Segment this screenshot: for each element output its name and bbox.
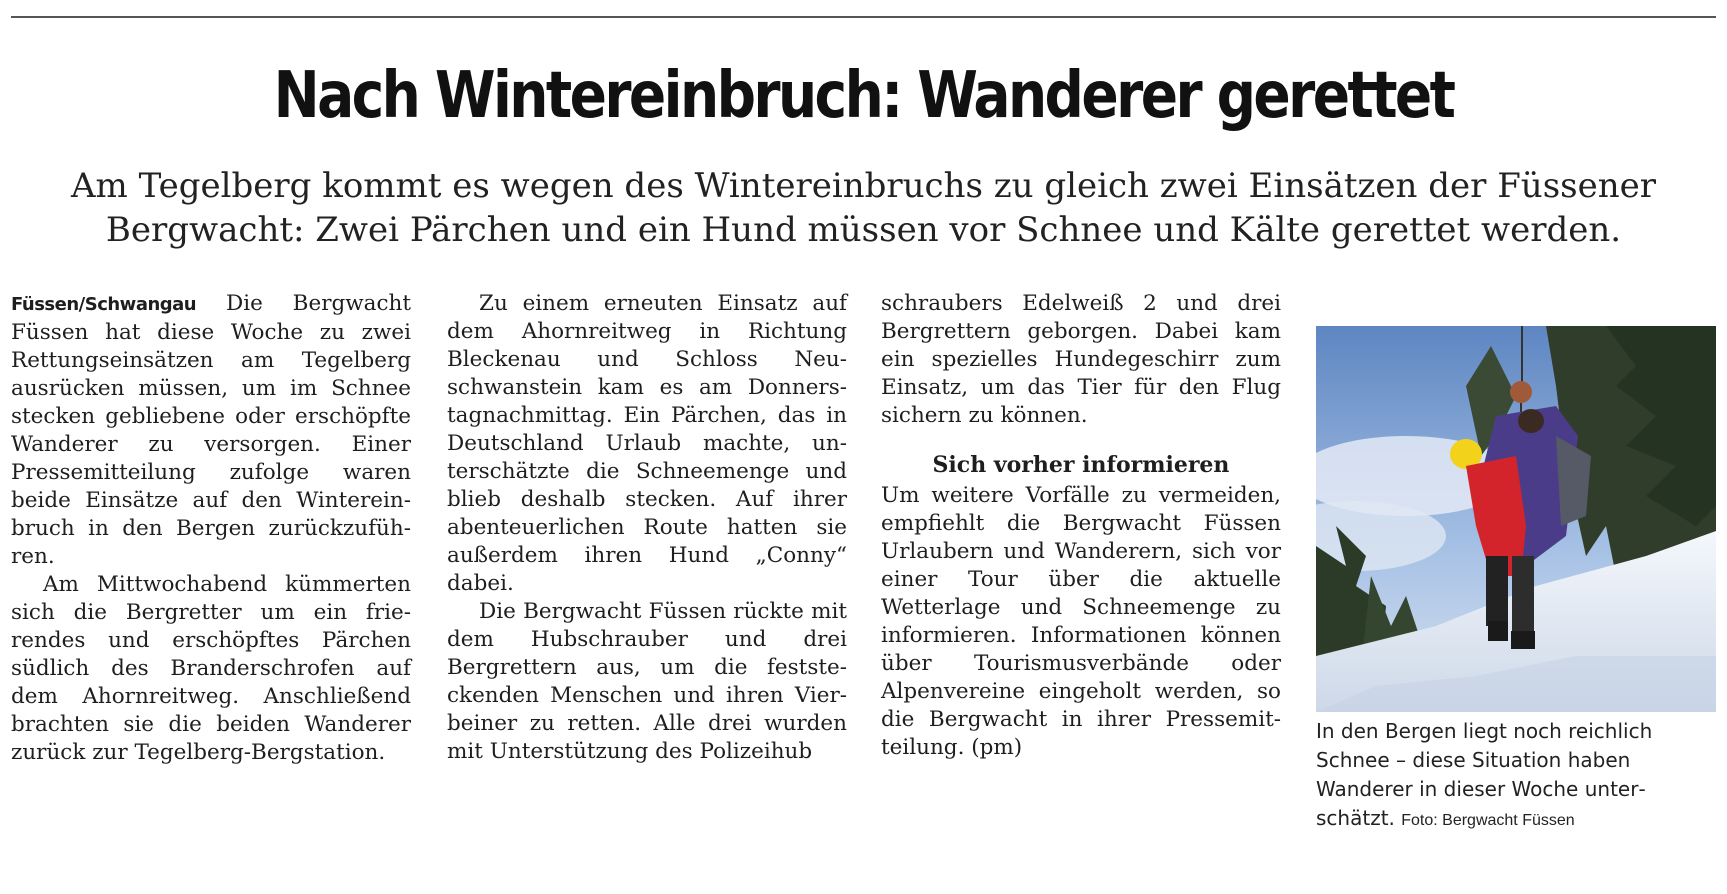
paragraph: Um weitere Vorfälle zu vermeiden, empfiehlt die Bergwacht Füssen Urlaubern und Wanderern, sich vor einer Tour über die aktuelle Wetterlage und Schneemenge zu informieren. Informationen können über Tourismusverbände oder Alpenvereine eingeholt werden, so die Bergwacht in ihrer Pressemitteilung. (pm)	[881, 483, 1281, 760]
headline: Nach Wintereinbruch: Wanderer gerettet	[273, 59, 1454, 133]
rescue-photo	[1316, 326, 1716, 712]
column-3	[881, 290, 1281, 762]
photo-caption	[1316, 717, 1716, 835]
paragraph: Die Bergwacht Füssen rückte mit dem Hubschrauber und drei Bergrettern aus, um die feststeckenden Menschen und ihren Vierbeiner zu retten. Alle drei wurden mit Unterstützung des Polizeihub	[447, 599, 847, 764]
paragraph-text: Die Bergwacht Füssen hat diese Woche zu zwei Rettungseinsätzen am Tegelberg ausrücken müssen, um im Schnee stecken gebliebene oder erschöpfte Wanderer zu versorgen. Einer Pressemitteilung zufolge waren beide Einsätze auf den Wintereinbruch in den Bergen zurückzuführen.	[11, 291, 411, 569]
section-subheading: Sich vorher informieren	[932, 452, 1230, 478]
paragraph: schraubers Edelweiß 2 und drei Bergrettern geborgen. Dabei kam ein spezielles Hundegeschirr zum Einsatz, um das Tier für den Flug sichern zu können.	[881, 291, 1281, 428]
paragraph: Am Mittwochabend kümmerten sich die Bergretter um ein frierendes und erschöpftes Pärchen südlich des Branderschrofen auf dem Ahornreitweg. Anschließend brachten sie die beiden Wanderer zurück zur Tegelberg-Bergstation.	[11, 572, 411, 765]
column-1	[11, 290, 411, 767]
column-2	[447, 290, 847, 766]
dateline: Füssen/Schwangau	[11, 294, 197, 315]
paragraph: Zu einem erneuten Einsatz auf dem Ahornreitweg in Richtung Bleckenau und Schloss Neuschwanstein kam es am Donnerstagnachmittag. Ein Pärchen, das in Deutschland Urlaub machte, unterschätzte die Schneemenge und blieb deshalb stecken. Auf ihrer abenteuerlichen Route hatten sie außerdem ihren Hund „Conny“ dabei.	[447, 291, 847, 596]
top-rule	[11, 16, 1716, 18]
paragraph	[11, 290, 411, 571]
photo-credit: Foto: Bergwacht Füssen	[1401, 812, 1575, 829]
caption-text: In den Bergen liegt noch reichlich Schnee – diese Situation haben Wanderer in dieser Woche unterschätzt.	[1316, 719, 1653, 830]
subheadline: Am Tegelberg kommt es wegen des Wintereinbruchs zu gleich zwei Einsätzen der Füssener Bergwacht: Zwei Pärchen und ein Hund müssen vor Schnee und Kälte gerettet werden.	[70, 166, 1656, 250]
